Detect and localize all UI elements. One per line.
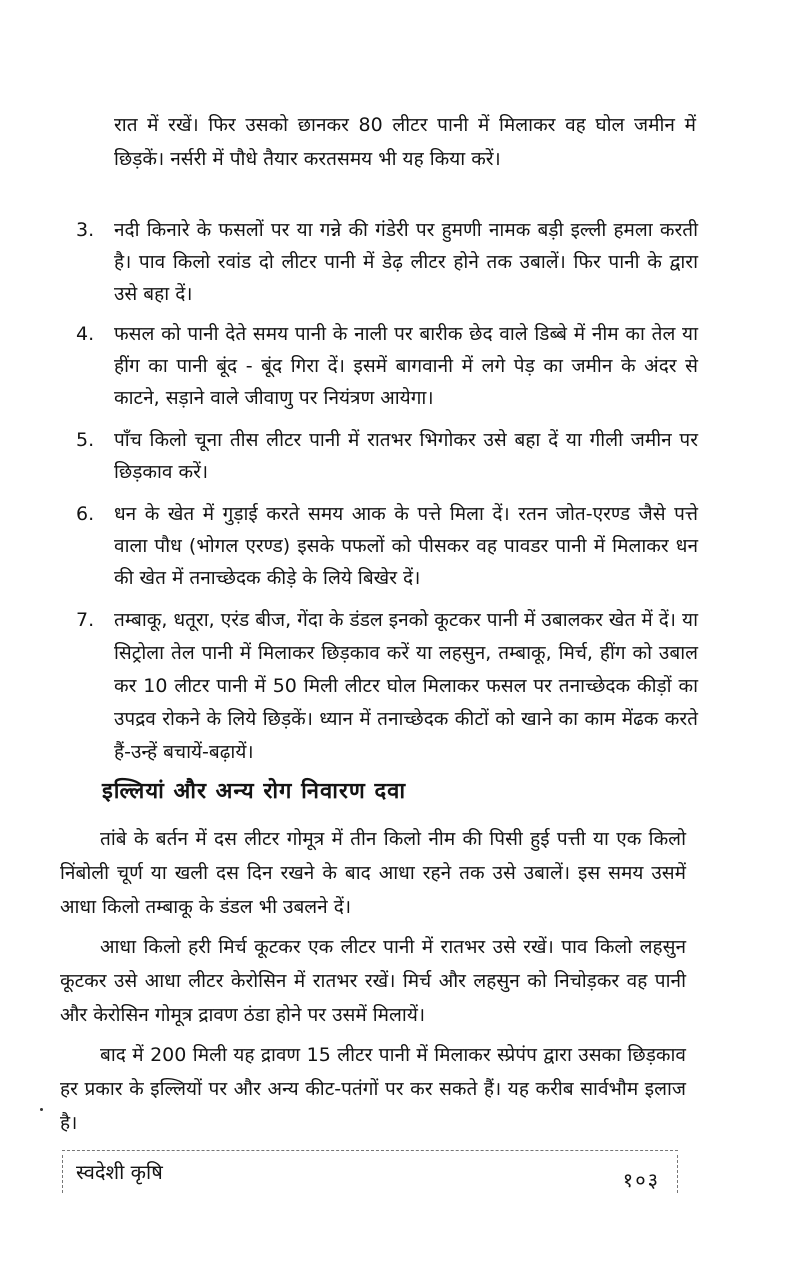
list-item <box>76 318 698 414</box>
list-item-text: तम्बाकू, धतूरा, एरंड बीज, गेंदा के डंडल इनको कूटकर पानी में उबालकर खेत में दें। या सिट्रोला तेल पानी में मिलाकर छिड़काव करें या लहसुन, तम्बाकू, मिर्च, हींग को उबाल कर 10 लीटर पानी में 50 मिली लीटर घोल मिलाकर फसल पर तनाच्छेदक कीड़ों का उपद्रव रोकने के लिये छिड़कें। ध्यान में तनाच्छेदक कीटों को खाने का काम मेंढक करते हैं-उन्हें बचायें-बढ़ायें। <box>114 609 698 763</box>
list-item-number: 6. <box>76 503 95 525</box>
list-item-text: धन के खेत में गुड़ाई करते समय आक के पत्ते मिला दें। रतन जोत-एरण्ड जैसे पत्ते वाला पौध (भोगल एरण्ड) इसके पफलों को पीसकर वह पावडर पानी में मिलाकर धन की खेत में तनाच्छेदक कीड़े के लिये बिखेर दें। <box>114 503 698 589</box>
body-paragraph: तांबे के बर्तन में दस लीटर गोमूत्र में तीन किलो नीम की पिसी हुई पत्ती या एक किलो निंबोली चूर्ण या खली दस दिन रखने के बाद आधा रहने तक उसे उबालें। इस समय उसमें आधा किलो तम्बाकू के डंडल भी उबलने दें। <box>60 828 686 918</box>
page-footer <box>62 1150 678 1197</box>
list-item-text: फसल को पानी देते समय पानी के नाली पर बारीक छेद वाले डिब्बे में नीम का तेल या हींग का पानी बूंद - बूंद गिरा दें। इसमें बागवानी में लगे पेड़ का जमीन के अंदर से काटने, सड़ाने वाले जीवाणु पर नियंत्रण आयेगा। <box>114 323 698 409</box>
footer-divider-right <box>677 1155 678 1193</box>
body-paragraph: बाद में 200 मिली यह द्रावण 15 लीटर पानी में मिलाकर स्प्रेपंप द्वारा उसका छिड़काव हर प्रकार के इल्लियों पर और अन्य कीट-पतंगों पर कर सकते हैं। यह करीब सार्वभौम इलाज है। <box>60 1044 686 1134</box>
list-item <box>76 214 698 310</box>
page-number: १०३ <box>622 1168 660 1192</box>
scan-speck <box>40 1108 43 1111</box>
list-item-number: 7. <box>76 609 95 631</box>
footer-divider-left <box>62 1155 63 1193</box>
section-heading: इल्लियां और अन्य रोग निवारण दवा <box>102 779 407 804</box>
list-item <box>76 498 698 594</box>
list-item-text: पाँच किलो चूना तीस लीटर पानी में रातभर भिगोकर उसे बहा दें या गीली जमीन पर छिड़काव करें। <box>114 429 698 483</box>
body-paragraph: आधा किलो हरी मिर्च कूटकर एक लीटर पानी में रातभर उसे रखें। पाव किलो लहसुन कूटकर उसे आधा लीटर केरोसिन में रातभर रखें। मिर्च और लहसुन को निचोड़कर वह पानी और केरोसिन गोमूत्र द्रावण ठंडा होने पर उसमें मिलायें। <box>60 936 686 1026</box>
list-item <box>76 424 698 488</box>
list-item <box>76 604 698 769</box>
list-item-number: 5. <box>76 429 95 451</box>
intro-paragraph: रात में रखें। फिर उसको छानकर 80 लीटर पानी में मिलाकर वह घोल जमीन में छिड़कें। नर्सरी में पौधे तैयार करतसमय भी यह किया करें। <box>114 114 696 170</box>
list-item-text: नदी किनारे के फसलों पर या गन्ने की गंडेरी पर हुमणी नामक बड़ी इल्ली हमला करती है। पाव किलो रवांड दो लीटर पानी में डेढ़ लीटर होने तक उबालें। फिर पानी के द्वारा उसे बहा दें। <box>114 219 698 305</box>
list-item-number: 3. <box>76 219 95 241</box>
book-title: स्वदेशी कृषि <box>76 1160 163 1184</box>
list-item-number: 4. <box>76 323 95 345</box>
